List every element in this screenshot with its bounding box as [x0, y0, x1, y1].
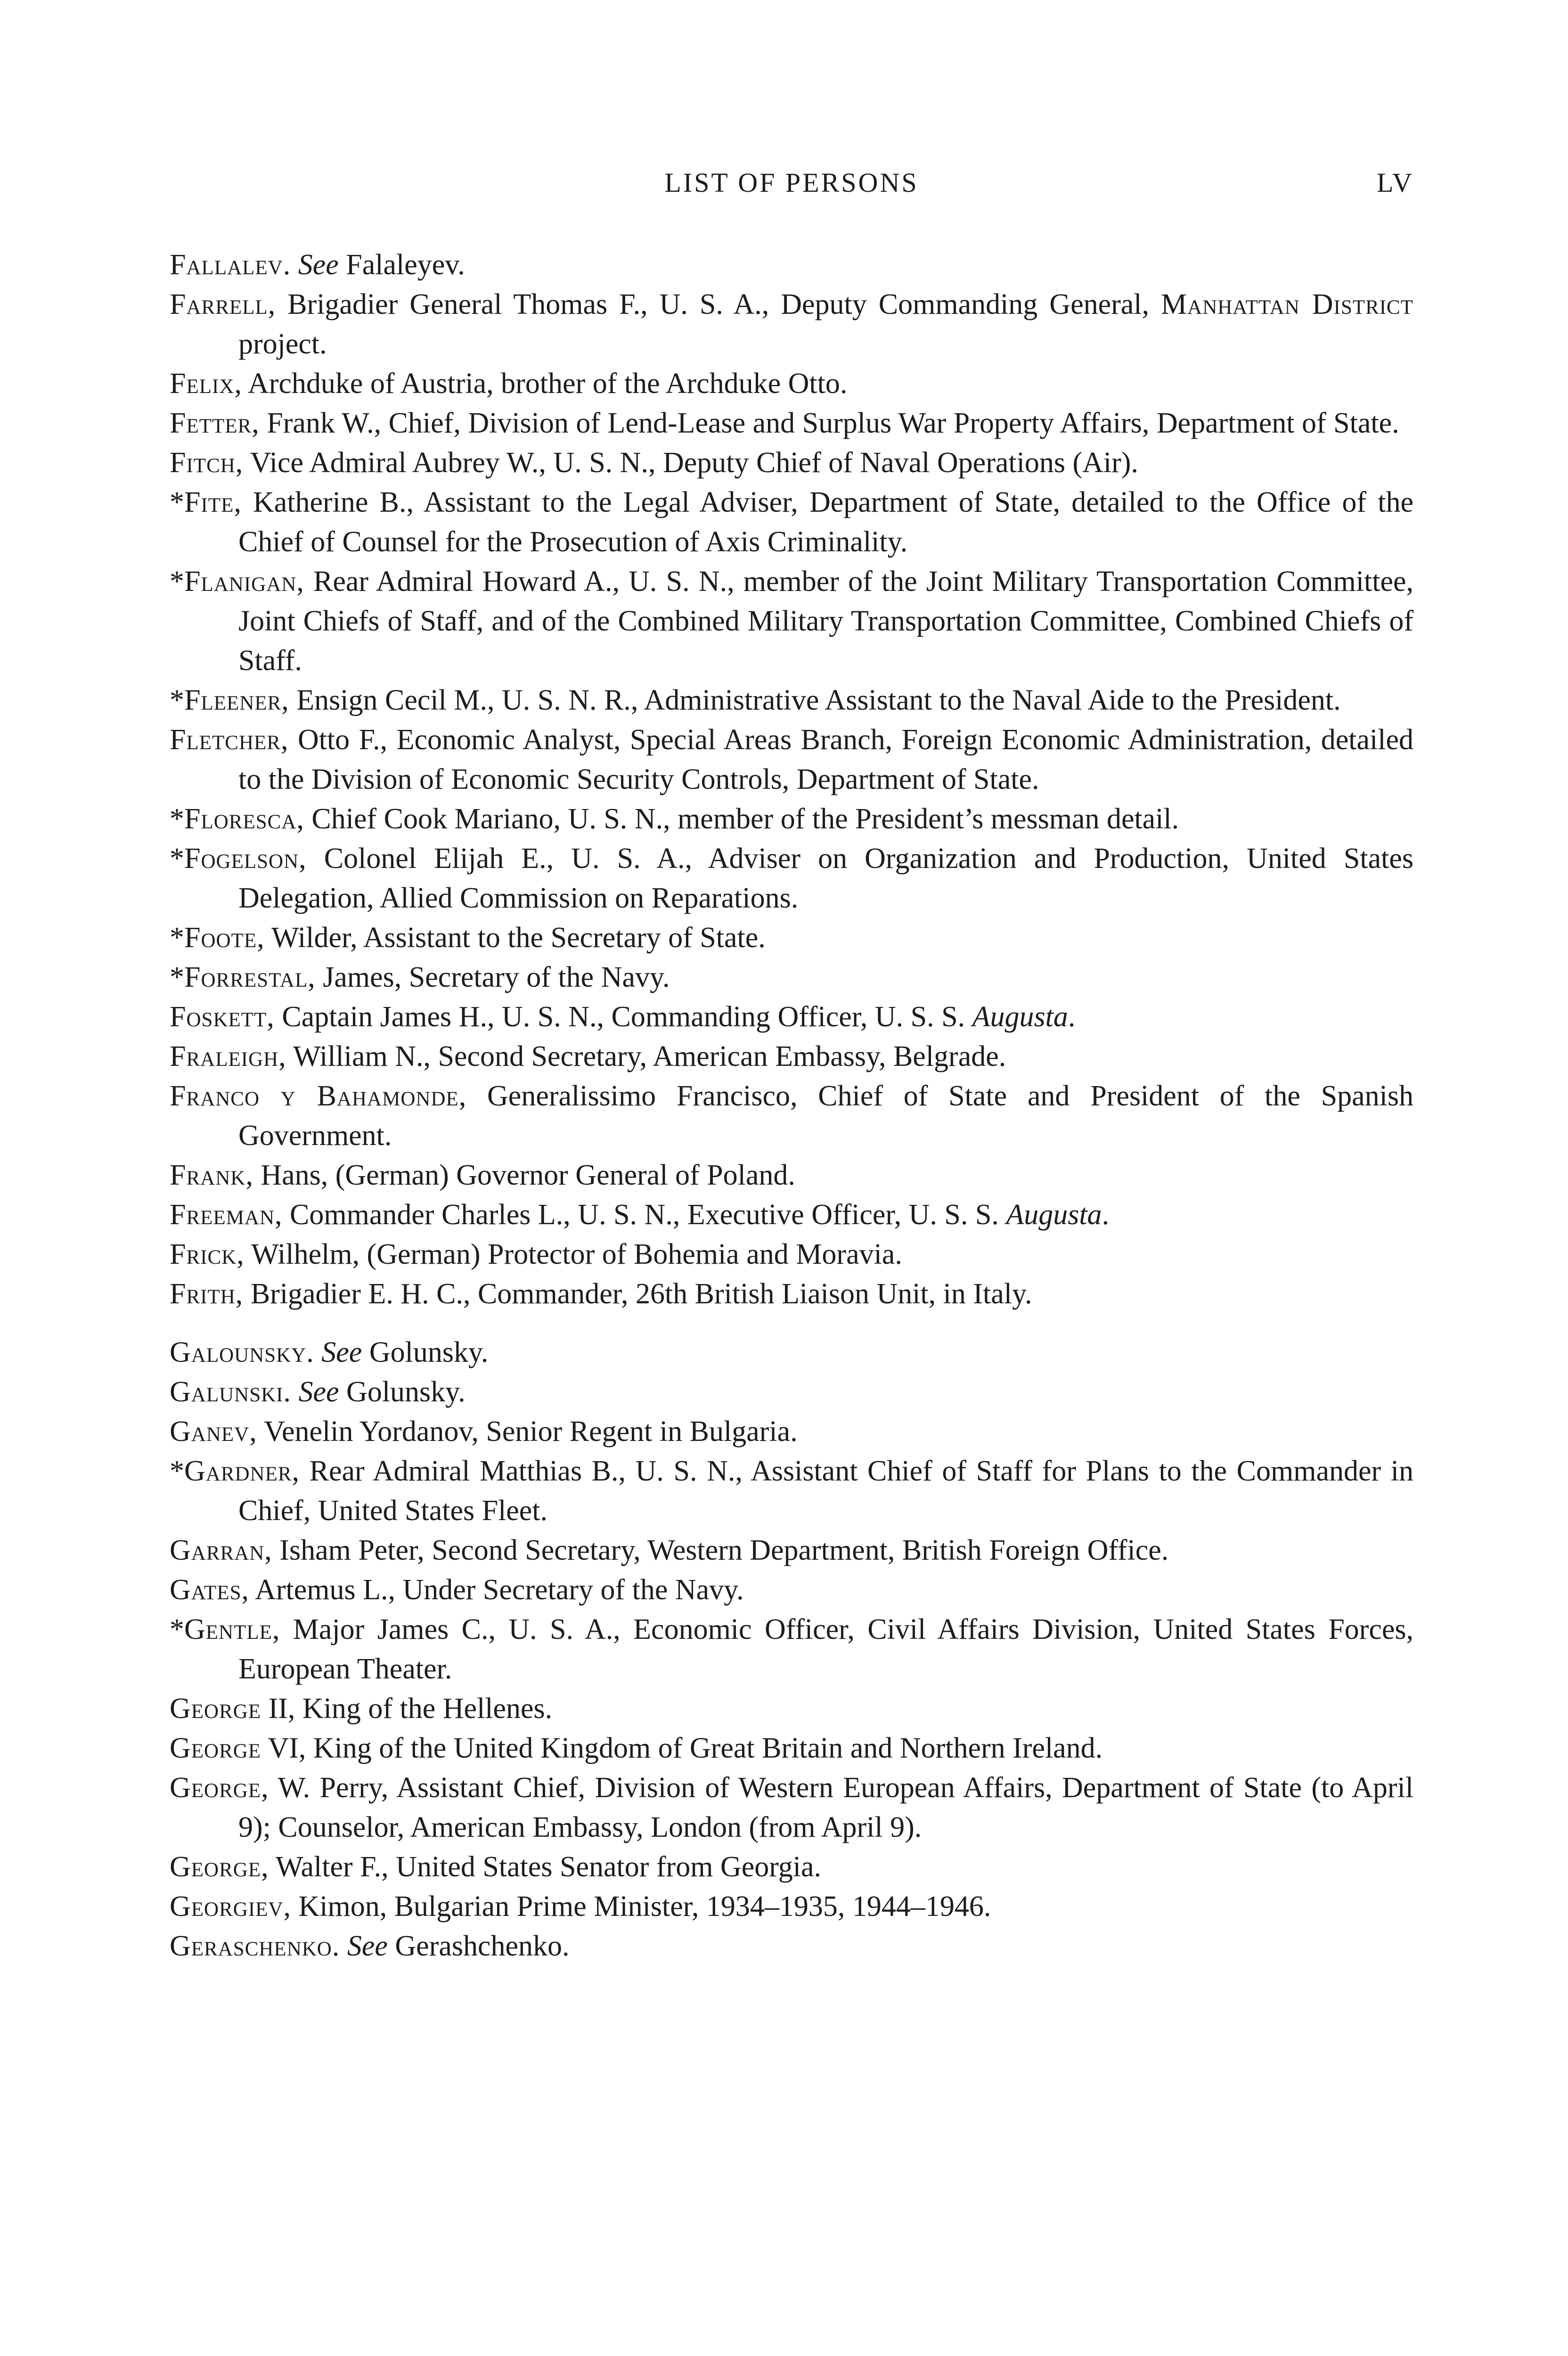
- person-description: Commander Charles L., U. S. N., Executive Officer, U. S. S.: [282, 1199, 1006, 1231]
- person-entry: [170, 245, 1413, 285]
- person-description: James, Secretary of the Navy.: [315, 961, 670, 993]
- person-entry: [170, 957, 1413, 997]
- person-surname: Fitch,: [170, 447, 244, 479]
- see-reference-label: See: [298, 249, 339, 281]
- see-reference-label: See: [321, 1336, 362, 1368]
- person-description: Rear Admiral Howard A., U. S. N., member of the Joint Military Transportation Committee, Joint Chiefs of Staff, and of the Combined Military Transportation Committee, Combined Chiefs of Staff.: [238, 565, 1413, 677]
- person-entry: [170, 483, 1413, 562]
- person-description: Chief Cook Mariano, U. S. N., member of the President’s messman detail.: [304, 803, 1179, 835]
- person-entry: [170, 1926, 1413, 1966]
- asterisk-mark: *: [170, 684, 184, 716]
- person-entry: [170, 1610, 1413, 1689]
- person-description: Frank W., Chief, Division of Lend-Lease and Surplus War Property Affairs, Department of State.: [259, 407, 1399, 439]
- person-description: Wilder, Assistant to the Secretary of State.: [264, 922, 766, 954]
- person-entry: [170, 1530, 1413, 1570]
- see-reference-label: See: [298, 1376, 339, 1408]
- person-description: Falaleyev.: [338, 249, 465, 281]
- person-description: II, King of the Hellenes.: [261, 1693, 553, 1725]
- person-surname: Garran,: [170, 1534, 272, 1566]
- person-entry: [170, 839, 1413, 918]
- person-entry: [170, 1333, 1413, 1372]
- running-title: LIST OF PERSONS: [664, 167, 919, 198]
- entry-group: [170, 1333, 1413, 1966]
- person-entry: [170, 1887, 1413, 1926]
- person-description-end: .: [1102, 1199, 1110, 1231]
- person-surname: Ganev,: [170, 1415, 257, 1448]
- person-surname: Gardner,: [184, 1455, 300, 1487]
- person-surname: Fraleigh,: [170, 1040, 286, 1072]
- person-description: Otto F., Economic Analyst, Special Areas Branch, Foreign Economic Administration, detailed to the Division of Economic Security Controls, Department of State.: [238, 724, 1413, 795]
- asterisk-mark: *: [170, 922, 184, 954]
- see-reference-label: See: [347, 1930, 388, 1962]
- person-entry: [170, 720, 1413, 799]
- person-description: Wilhelm, (German) Protector of Bohemia and Moravia.: [244, 1238, 902, 1270]
- person-description: Katherine B., Assistant to the Legal Adviser, Department of State, detailed to the Office of the Chief of Counsel for the Prosecution of Axis Criminality.: [238, 486, 1413, 558]
- person-surname: Floresca,: [184, 803, 304, 835]
- person-entry: [170, 1412, 1413, 1451]
- asterisk-mark: *: [170, 1613, 184, 1645]
- person-surname: Georgiev,: [170, 1890, 291, 1922]
- person-surname: Freeman,: [170, 1199, 283, 1231]
- person-entry: [170, 799, 1413, 839]
- asterisk-mark: *: [170, 803, 184, 835]
- person-surname: Geraschenko.: [170, 1930, 340, 1962]
- person-surname: Frith,: [170, 1278, 244, 1310]
- person-description: Golunsky.: [362, 1336, 489, 1368]
- person-description: Hans, (German) Governor General of Poland.: [253, 1159, 795, 1191]
- person-description: Colonel Elijah E., U. S. A., Adviser on Organization and Production, United States Delegation, Allied Commission on Reparations.: [238, 843, 1413, 914]
- person-entry: [170, 1195, 1413, 1235]
- person-entry: [170, 1847, 1413, 1887]
- person-entry: [170, 1768, 1413, 1847]
- person-surname: George,: [170, 1851, 269, 1883]
- list-of-persons: [170, 245, 1413, 1966]
- person-entry: [170, 403, 1413, 443]
- person-surname: Forrestal,: [184, 961, 316, 993]
- person-entry: [170, 1728, 1413, 1768]
- person-surname: Fallalev.: [170, 249, 291, 281]
- person-surname: Felix,: [170, 368, 242, 400]
- person-description-end: project.: [238, 328, 327, 360]
- person-description: Captain James H., U. S. N., Commanding Officer, U. S. S.: [274, 1001, 972, 1033]
- person-entry: [170, 364, 1413, 403]
- person-description: Walter F., United States Senator from Georgia.: [269, 1851, 821, 1883]
- asterisk-mark: *: [170, 843, 184, 875]
- asterisk-mark: *: [170, 961, 184, 993]
- project-name: Manhattan District: [1161, 288, 1414, 320]
- person-entry: [170, 562, 1413, 680]
- person-description: Rear Admiral Matthias B., U. S. N., Assistant Chief of Staff for Plans to the Commander in Chief, United States Fleet.: [238, 1455, 1413, 1527]
- person-surname: Gates,: [170, 1574, 250, 1606]
- person-description: Ensign Cecil M., U. S. N. R., Administrative Assistant to the Naval Aide to the President.: [289, 684, 1341, 716]
- person-description-end: .: [1068, 1001, 1076, 1033]
- person-entry: [170, 1274, 1413, 1314]
- asterisk-mark: *: [170, 486, 184, 518]
- person-surname: Galunski.: [170, 1376, 291, 1408]
- person-surname: Fleener,: [184, 684, 289, 716]
- person-surname: Fite,: [184, 486, 242, 518]
- entry-group: [170, 245, 1413, 1314]
- person-description: Brigadier General Thomas F., U. S. A., Deputy Commanding General,: [276, 288, 1161, 320]
- person-description: Major James C., U. S. A., Economic Officer, Civil Affairs Division, United States Forces, European Theater.: [238, 1613, 1413, 1685]
- person-description: Golunsky.: [339, 1376, 466, 1408]
- person-surname: Farrell,: [170, 288, 276, 320]
- person-surname: Foskett,: [170, 1001, 275, 1033]
- person-description: Artemus L., Under Secretary of the Navy.: [249, 1574, 744, 1606]
- person-surname: Frick,: [170, 1238, 245, 1270]
- person-surname: George: [170, 1732, 261, 1764]
- person-surname: Galounsky.: [170, 1336, 314, 1368]
- person-entry: [170, 1689, 1413, 1728]
- person-entry: [170, 1076, 1413, 1155]
- person-surname: Fogelson,: [184, 843, 307, 875]
- person-entry: [170, 1037, 1413, 1076]
- person-description: Vice Admiral Aubrey W., U. S. N., Deputy Chief of Naval Operations (Air).: [243, 447, 1138, 479]
- person-description: Isham Peter, Second Secretary, Western Department, British Foreign Office.: [272, 1534, 1169, 1566]
- ship-name: Augusta: [1006, 1199, 1102, 1231]
- person-surname: Foote,: [184, 922, 265, 954]
- person-entry: [170, 285, 1413, 364]
- person-surname: George,: [170, 1772, 269, 1804]
- person-surname: Flanigan,: [184, 565, 304, 597]
- person-description: VI, King of the United Kingdom of Great Britain and Northern Ireland.: [261, 1732, 1103, 1764]
- person-description: Gerashchenko.: [387, 1930, 570, 1962]
- person-entry: [170, 1451, 1413, 1530]
- person-description: Generalissimo Francisco, Chief of State and President of the Spanish Government.: [238, 1080, 1413, 1152]
- person-description: Brigadier E. H. C., Commander, 26th British Liaison Unit, in Italy.: [243, 1278, 1032, 1310]
- asterisk-mark: *: [170, 1455, 184, 1487]
- person-description: Kimon, Bulgarian Prime Minister, 1934–1935, 1944–1946.: [291, 1890, 991, 1922]
- running-head: [170, 164, 1413, 202]
- person-description: William N., Second Secretary, American Embassy, Belgrade.: [286, 1040, 1006, 1072]
- person-surname: Fetter,: [170, 407, 260, 439]
- person-description: W. Perry, Assistant Chief, Division of Western European Affairs, Department of State (to April 9); Counselor, American Embassy, London (from April 9).: [238, 1772, 1413, 1843]
- ship-name: Augusta: [972, 1001, 1068, 1033]
- page-number: LV: [1377, 167, 1413, 198]
- person-entry: [170, 918, 1413, 957]
- person-surname: Frank,: [170, 1159, 253, 1191]
- person-description: Venelin Yordanov, Senior Regent in Bulgaria.: [257, 1415, 798, 1448]
- person-description: Archduke of Austria, brother of the Archduke Otto.: [242, 368, 848, 400]
- person-entry: [170, 1155, 1413, 1195]
- person-surname: Franco y Bahamonde,: [170, 1080, 467, 1112]
- person-entry: [170, 1570, 1413, 1610]
- person-entry: [170, 1235, 1413, 1274]
- person-entry: [170, 1372, 1413, 1412]
- person-surname: Gentle,: [184, 1613, 280, 1645]
- person-surname: George: [170, 1693, 261, 1725]
- asterisk-mark: *: [170, 565, 184, 597]
- person-entry: [170, 680, 1413, 720]
- person-surname: Fletcher,: [170, 724, 289, 756]
- person-entry: [170, 443, 1413, 483]
- person-entry: [170, 997, 1413, 1037]
